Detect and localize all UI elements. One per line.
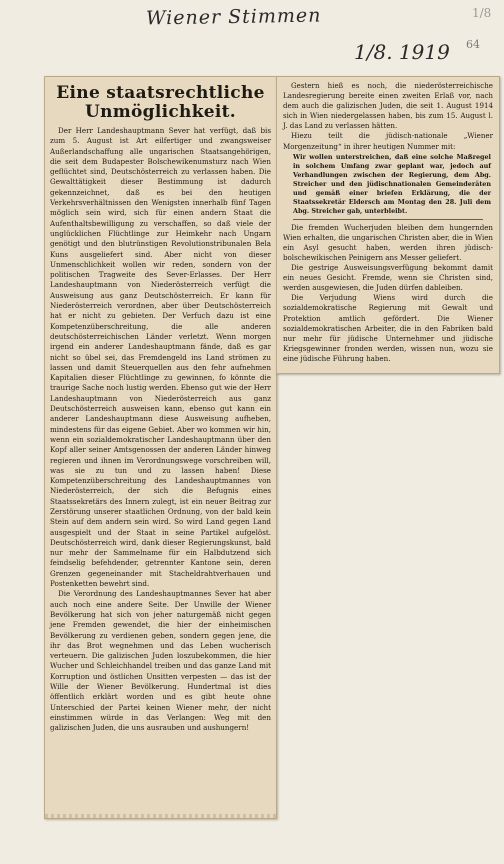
torn-edge [45, 814, 276, 818]
quoted-note: Wir wollen unterstreichen, daß eine solche Maßregel in solchem Umfang zwar geplant war, jedoch auf Verhandlungen zwischen der Regierung, dem Abg. Streicher und den jüdischnationalen Gemeinderäten und gemäß einer briefen Erklärung, die der Staatssekretär Eldersch am Montag den 28. Juli dem Abg. Streicher gab, unterbleibt. [293, 152, 491, 215]
paragraph: Die Verordnung des Landeshauptmannes Sever hat aber auch noch eine andere Seite. Der Unwille der Wiener Bevölkerung hat sich von jeher naturgemäß nicht gegen jene Fremden gewendet, die hier der einheimischen Bevölkerung zu verdienen geben, sondern gegen jene, die ihr das Brot wegnehmen und das Leben wucherisch verteuern. Die galizischen Juden loszubekommen, die hier Wucher und Schleichhandel treiben und das ganze Land mit Korruption und östlichen Unsitten verpesten — das ist der Wille der Wiener Bevölkerung. Hundertmal ist dies öffentlich erklärt worden und es gibt heute ohne Unterschied der Partei keinen Wiener mehr, der nicht einstimmen würde in das Verlangen: Weg mit den galizischen Juden, die uns ausrauben und aushungern! [50, 589, 271, 733]
paragraph: Hiezu teilt die jüdisch-nationale „Wiener Morgenzeitung“ in ihrer heutigen Nummer mit: [283, 131, 493, 151]
divider [293, 219, 483, 220]
article-body-right [277, 77, 499, 364]
paragraph: Die fremden Wucherjuden bleiben dem hungernden Wien erhalten, die ungarischen Christen aber, die in Wien ein Asyl gesucht haben, werden ihren jüdisch-bolschewikischen Peinigern ans Messer geliefert. [283, 222, 493, 262]
page-number: 64 [466, 38, 480, 51]
article-headline: Eine staatsrechtliche Unmöglichkeit. [56, 83, 265, 122]
clipping-left-column [44, 76, 277, 819]
clipping-right-column [276, 76, 500, 374]
paragraph: Gestern hieß es noch, die niederösterreichische Landesregierung bereite einen zweiten Erlaß vor, nach dem auch die galizischen Juden, die seit 1. August 1914 sich in Wien niedergelassen haben, bis zum 15. August l. J. das Land zu verlassen hätten. [283, 81, 493, 131]
paragraph: Die gestrige Ausweisungsverfügung bekommt damit ein neues Gesicht. Fremde, wenn sie Christen sind, werden ausgewiesen, die Juden dürfen dableiben. [283, 263, 493, 293]
handwritten-date: 1/8. 1919 [354, 40, 450, 64]
corner-mark: 1/8 [472, 6, 492, 20]
handwritten-source: Wiener Stimmen [145, 4, 322, 30]
paragraph: Die Verjudung Wiens wird durch die sozialdemokratische Regierung mit Gewalt und Protektion amtlich gefördert. Die Wiener sozialdemokratischen Arbeiter, die in den Fabriken bald nur mehr für jüdische Unternehmer und jüdische Kriegsgewinner fronden werden, wissen nun, wozu sie eine jüdische Führung haben. [283, 293, 493, 363]
article-body-left [45, 126, 276, 734]
paragraph: Der Herr Landeshauptmann Sever hat verfügt, daß bis zum 5. August ist Art eilfertiger und zwangsweiser Außerlandschaffung alle ungarischen Staatsangehörigen, die seit dem Budapester Bolschewikenumsturz nach Wien geflüchtet sind, Deutschösterreich zu verlassen haben. Die Gewalttätigkeit dieser Bestimmung ist dadurch gekennzeichnet, daß es bei den heutigen Verkehrsverhältnissen den Wenigsten innerhalb fünf Tagen möglich sein wird, sich für einen andern Staat die Aufenthaltsbewilligung zu verschaffen, so daß viele der unglücklichen Flüchtlinge zur Heimkehr nach Ungarn genötigt und den blutrünstigen Revolutionstribunalen Bela Kuns ausgeliefert sind. Aber nicht von dieser Unmenschlichkeit wollen wir reden, sondern von der politischen Tragweite des Sever-Erlasses. Der Herr Landeshauptmann von Niederösterreich verfügt die Ausweisung aus ganz Deutschösterreich. Er kann für Niederösterreich verordnen, aber über Deutschösterreich hat er nicht zu gebieten. Der Verfuch dazu ist eine Kompetenzüberschreitung, die alle anderen deutschösterreichischen Länder verletzt. Wenn morgen irgend ein anderer Landeshauptmann fände, daß es gar nicht so übel sei, das Fremdengeld ins Land strömen zu lassen und damit Steuerquellen aus den fehr aufnehmen Kapitalien dieser Flüchtlinge zu gewinnen, fo könnte die traurige Sache noch lustig werden. Ebenso gut wie der Herr Landeshauptmann von Niederösterreich aus ganz Deutschösterreich ausweisen kann, ebenso gut kann ein anderer Landeshauptmann diese Ausweisung aufheben, mindestens für das eigene Gebiet. Aber wo kommen wir hin, wenn ein sozialdemokratischer Landeshauptmann über den Kopf aller seiner Amtsgenossen der anderen Länder hinweg regieren und ihnen im Verordnungswege vorschreiben will, was sie zu tun und zu lassen haben! Diese Kompetenzüberschreitung des Landeshauptmannes von Niederösterreich, der sich die Befugnis eines Staatssekretärs des Innern zulegt, ist ein neuer Beitrag zur Zerstörung unserer staatlichen Ordnung, von der bald kein Stein auf dem andern sein wird. So wird Land gegen Land ausgespielt und der Staat in seine Partikel aufgelöst. Deutschösterreich wird, dank dieser Regierungskunst, bald nur mehr der Sammelname für ein Halbdutzend sich feindselig befehdender, getrennter Kantone sein, deren Grenzen gegeneinander mit Stacheldrahtverhauen und Postenketten bewehrt sind. [50, 126, 271, 589]
